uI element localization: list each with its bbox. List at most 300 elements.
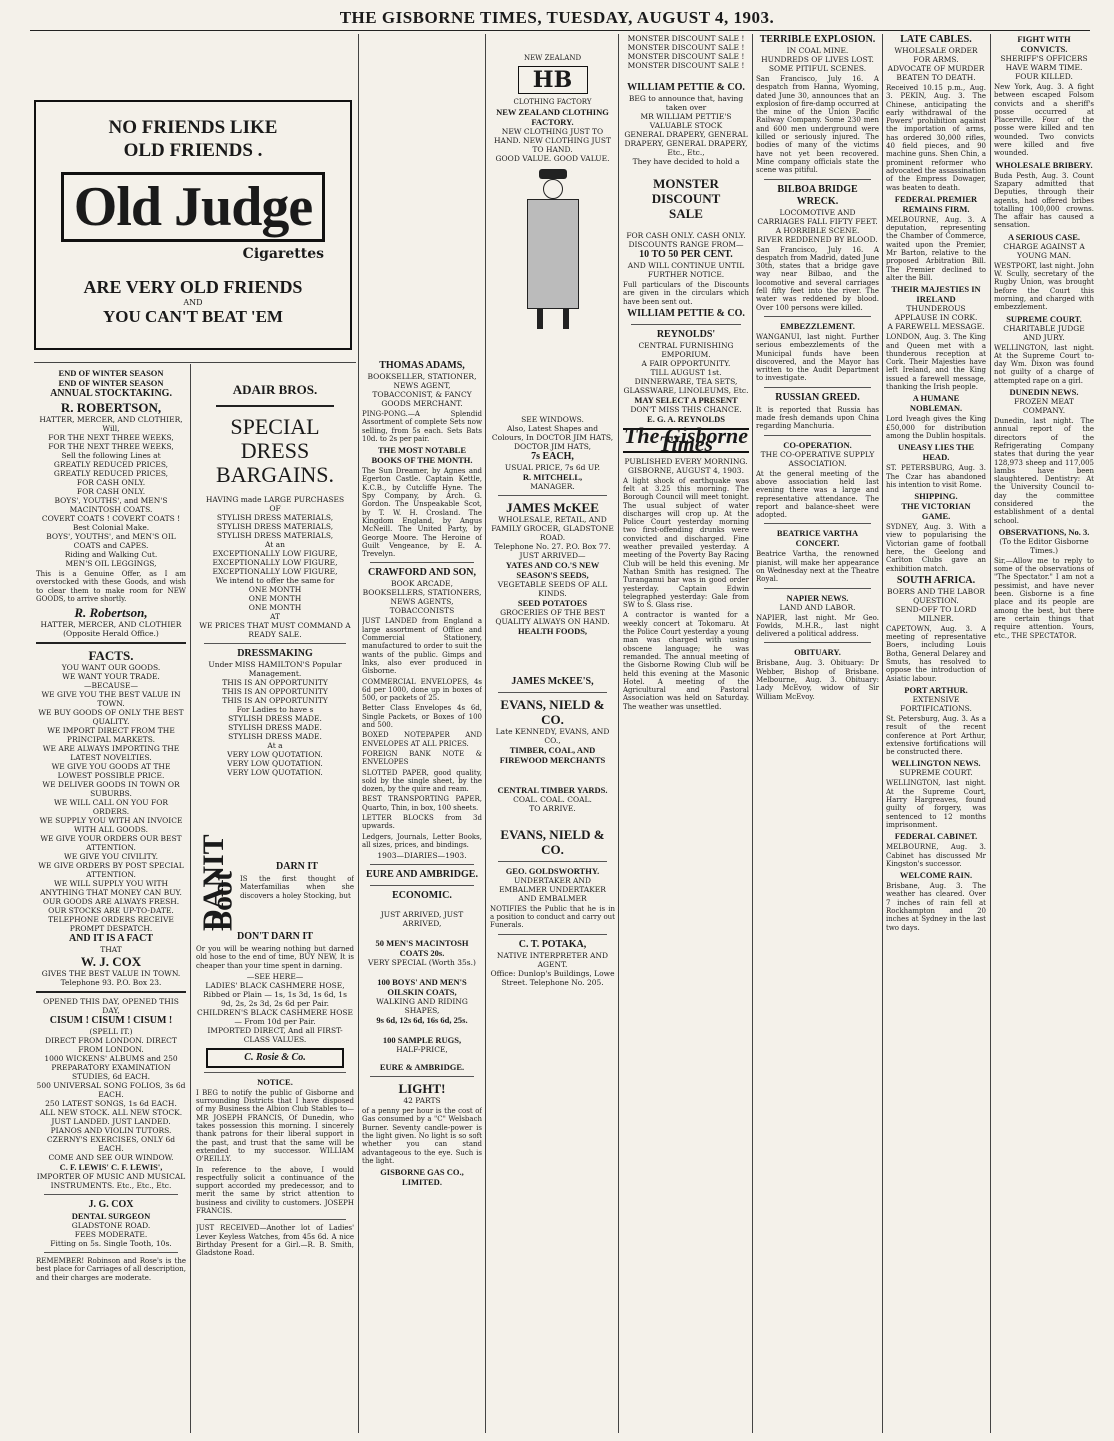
trade2: HATTER, MERCER, AND CLOTHIER <box>40 620 182 630</box>
loco: LOCOMOTIVE AND CARRIAGES FALL FIFTY FEET. <box>757 207 878 226</box>
russian: RUSSIAN GREED. <box>775 391 860 403</box>
divider <box>498 692 607 693</box>
dental: DENTAL SURGEON <box>71 1211 151 1222</box>
windows: SEE WINDOWS. <box>521 414 584 424</box>
column-rule <box>882 34 883 1433</box>
see-here: —SEE HERE— <box>246 971 304 981</box>
f11: BOYS', YOUTHS', and MEN'S OIL COATS and CAPES. <box>46 532 176 550</box>
f3: Sell the following Lines at <box>61 451 161 460</box>
good: GOOD VALUE. GOOD VALUE. <box>495 153 610 163</box>
e1: EXCEPTIONALLY LOW FIGURE, <box>212 549 338 558</box>
lewis: C. F. LEWIS' C. F. LEWIS', <box>59 1162 163 1173</box>
m2: ONE MONTH <box>248 594 302 603</box>
hb-cf: CLOTHING FACTORY <box>513 98 592 107</box>
native: NATIVE INTERPRETER AND AGENT. <box>496 950 609 969</box>
obs: OBSERVATIONS, No. 3. <box>998 526 1090 537</box>
divider <box>204 1219 346 1220</box>
frozen: FROZEN MEAT COMPANY. <box>1014 397 1074 416</box>
e3: EXCEPTIONALLY LOW FIGURE, <box>212 567 338 576</box>
m1: 50 MEN'S MACINTOSH COATS 20s. <box>375 938 469 959</box>
divider <box>631 324 741 325</box>
divider <box>44 1252 178 1253</box>
divider <box>764 179 871 180</box>
also: Also, Latest Shapes and Colours, In DOCTOR JIM HATS, DOCTOR JIM HATS, <box>491 423 614 451</box>
monster: MONSTER DISCOUNT SALE ! MONSTER DISCOUNT SALE ! MONSTER DISCOUNT SALE ! MONSTER DISCOUNT SALE ! <box>627 34 745 70</box>
will: Will, <box>102 424 120 433</box>
emb-text: WANGANUI, last night. Further serious embezzlements of the Municipal funds have been discovered, and the Mayor has written to the Audit Department to investigate. <box>756 332 879 383</box>
f14: This is a Genuine Offer, as I am overstocked with these Goods, and wish to clear them to make room for NEW GOODS, to arrive shortly. <box>36 570 186 603</box>
v2: VERY LOW QUOTATION. <box>227 759 323 768</box>
under: Under MISS HAMILTON'S Popular Management. <box>208 660 342 678</box>
opened: OPENED THIS DAY, OPENED THIS DAY, <box>43 997 179 1016</box>
fa1: YOU WANT OUR GOODS. <box>61 663 161 673</box>
humane: A HUMANE NOBLEMAN. <box>909 393 963 414</box>
fa2: WE WANT YOUR TRADE. <box>62 672 160 682</box>
pettie2: WILLIAM PETTIE & CO. <box>627 307 745 319</box>
coop-text: At the general meeting of the above association held last evening there was a large and representative attendance. The report and balance-sheet were adopted. <box>756 469 879 520</box>
column-6 <box>756 34 879 1433</box>
column-7 <box>886 34 986 1433</box>
drapery: GENERAL DRAPERY, GENERAL DRAPERY, GENERAL DRAPERY, <box>624 130 748 148</box>
divider <box>498 495 607 496</box>
fact: AND IT IS A FACT <box>68 933 154 945</box>
crawford2: BOOK ARCADE, BOOKSELLERS, STATIONERS, NEWS AGENTS, TOBACCONISTS <box>362 579 482 616</box>
send: SEND-OFF TO LORD MILNER. <box>895 604 977 623</box>
f4: GREATLY REDUCED PRICES, <box>53 460 169 469</box>
cox-name: W. J. COX <box>80 954 142 970</box>
obs-text: Sir,—Allow me to reply to some of the observations of "The Spectator." I am not a pessimist, and have never been. Gisborne is a fine place and its people are among the best, but there are certain things that require attention. Yours, etc., THE SPECTATOR. <box>994 556 1094 640</box>
gas-co: GISBORNE GAS CO., LIMITED. <box>380 1167 464 1188</box>
v1: VERY LOW QUOTATION. <box>227 750 323 759</box>
health: HEALTH FOODS, <box>517 625 588 636</box>
c1-h2: END OF WINTER SEASON <box>58 378 164 388</box>
f12: Riding and Walking Cut. <box>64 550 158 559</box>
bribery-text: Buda Pesth, Aug. 3. Count Szapary admitted that Deputies, through their agents, had offered bribes totalling 100,000 crowns. The affair has caused a sensation. <box>994 171 1094 230</box>
four: FOUR KILLED. <box>1015 72 1073 81</box>
federal2: FEDERAL CABINET. <box>894 831 978 842</box>
fa14: WE GIVE ORDERS BY POST SPECIAL ATTENTION. <box>38 861 184 880</box>
danit-boot-logo: DANIT Boot <box>196 834 238 931</box>
intend: We intend to offer the same for <box>215 576 335 585</box>
body: A light shock of earthquake was felt at 3.25 this morning. The Borough Council will meet tonight. The usual subject of water discharges will crop up. At the Police Court yesterday morning two first-offending drunks were convicted and discharged. Fine weather prevailed yesterday. A meeting of the Poverty Bay Racing Club will be held this evening. Mr Nathan Smith has resigned. The Turanganui bar was in good order yesterday. Captain Edwin telegraphed yesterday: Gale from SW to S. Glass rise. <box>623 476 749 610</box>
late: LATE CABLES. <box>900 34 972 45</box>
column-rule <box>990 34 991 1433</box>
t12: BEST TRANSPORTING PAPER, Quarto, Thin, in box, 100 sheets. <box>362 795 482 812</box>
continue: AND WILL CONTINUE UNTIL FURTHER NOTICE. <box>627 261 745 279</box>
light2: 42 PARTS <box>403 1096 441 1106</box>
c5: PIANOS AND VIOLIN TUTORS. CZERNY'S EXERCISES, ONLY 6d EACH. <box>46 1126 176 1154</box>
extensive: EXTENSIVE FORTIFICATIONS. <box>900 694 972 713</box>
napier: NAPIER NEWS. <box>786 592 849 603</box>
horrible: A HORRIBLE SCENE. <box>775 225 860 235</box>
river: RIVER REDDENED BY BLOOD. <box>757 234 878 244</box>
c1-h3: ANNUAL STOCKTAKING. <box>50 388 172 399</box>
charge: CHARGE AGAINST A YOUNG MAN. <box>1003 241 1085 260</box>
coop: CO-OPERATION. <box>783 439 852 450</box>
central: CENTRAL TIMBER YARDS. <box>497 784 608 795</box>
t9: BOXED NOTEPAPER AND ENVELOPES AT ALL PRICES. <box>362 731 482 748</box>
m1: ONE MONTH <box>248 585 302 594</box>
of: OF <box>269 504 281 513</box>
gisborne-times-flag: The Gisborne Times <box>623 422 749 457</box>
fight-text: New York, Aug. 3. A fight between escaped Folsom convicts and a sheriff's posse occurred at Placerville. Four of the posse were killed and ten wounded. Two convicts were killed and five wounded. <box>994 83 1094 158</box>
c6: COME AND SEE OUR WINDOW. <box>48 1153 174 1163</box>
t15: 1903—DIARIES—1903. <box>377 851 467 861</box>
divider <box>36 991 186 993</box>
l2: CHILDREN'S BLACK CASHMERE HOSE— From 10d per Pair. <box>197 1007 353 1026</box>
sale1: MONSTER DISCOUNT <box>651 176 721 206</box>
m3: ONE MONTH <box>248 603 302 612</box>
robertson-name-2: R. Robertson, <box>74 605 148 621</box>
bribery: WHOLESALE BRIBERY. <box>995 159 1093 170</box>
beatrice-text: Beatrice Vartha, the renowned pianist, will make her appearance on Wednesday next at the Theatre Royal. <box>756 550 879 584</box>
f13: MEN'S OIL LEGGINGS, <box>65 559 157 568</box>
remember: REMEMBER! Robinson and Rose's is the best place for Carriages of all description, and their charges are moderate. <box>36 1257 186 1282</box>
divider <box>36 642 186 644</box>
majesties: THEIR MAJESTIES IN IRELAND <box>891 284 981 305</box>
old-judge-logo: Old Judge <box>61 172 325 242</box>
fa17: OUR STOCKS ARE UP-TO-DATE. <box>48 906 174 916</box>
etc: Etc., Etc., <box>667 148 705 157</box>
humane-text: Lord Iveagh gives the King £50,000 for distribution among the Dublin hospitals. <box>886 415 986 440</box>
furnishing: CENTRAL FURNISHING EMPORIUM. <box>638 340 734 359</box>
wellington: WELLINGTON NEWS. <box>891 758 981 769</box>
advocate: ADVOCATE OF MURDER BEATEN TO DEATH. <box>887 64 985 82</box>
darn-heading: DARN IT <box>276 861 318 872</box>
pitiful: SOME PITIFUL SCENES. <box>768 64 867 73</box>
fa10: WE WILL CALL ON YOU FOR ORDERS. <box>54 798 168 817</box>
eure-heading: EURE AND AMBRIDGE. <box>366 869 478 881</box>
man-in-coat-illustration <box>513 169 593 329</box>
o3: THIS IS AN OPPORTUNITY <box>222 696 328 705</box>
mckee2: WHOLESALE, RETAIL, AND FAMILY GROCER, GLADSTONE ROAD. <box>491 514 614 542</box>
s3: STYLISH DRESS MATERIALS, <box>216 531 334 540</box>
undertaker: UNDERTAKER AND EMBALMER UNDERTAKER AND EMBALMER <box>499 875 606 903</box>
farewell: A FAREWELL MESSAGE. <box>887 322 985 332</box>
dressmaking: DRESSMAKING <box>237 648 313 659</box>
fa16: OUR GOODS ARE ALWAYS FRESH. <box>42 897 180 907</box>
fa13: WE GIVE YOU CIVILITY. <box>64 852 158 862</box>
stock: MR WILLIAM PETTIE'S VALUABLE STOCK <box>640 112 732 130</box>
c1-h1: END OF WINTER SEASON <box>58 368 164 378</box>
f8: BOYS', YOUTHS', and MEN'S MACINTOSH COATS. <box>54 496 168 514</box>
port-text: St. Petersburg, Aug. 3. As a result of the recent conference at Port Arthur, extensive fortifications will be constructed there. <box>886 714 986 757</box>
reynolds: REYNOLDS' <box>656 328 716 340</box>
in-coal: IN COAL MINE. <box>786 46 849 55</box>
obit-text: Brisbane, Aug. 3. Obituary: Dr Webber, Bishop of Brisbane. Melbourne, Aug. 3. Obituary: Lady McEvoy, widow of Sir William McEvoy. <box>756 659 879 701</box>
eag: E. G. A. REYNOLDS <box>647 413 725 424</box>
supreme8: SUPREME COURT. <box>1006 313 1082 324</box>
late-text: Received 10.15 p.m., Aug. 3. PEKIN, Aug. 3. The Chinese, anticipating the early withdrawal of the Powers' prohibition against the importation of arms, has ordered 30,000 rifles, 40 field pieces, and 90 machine guns. Shen Chin, a prominent reformer who advocated the assassination of the Empress Dowager, was beaten to death. <box>886 84 986 192</box>
decided: They have decided to hold a <box>632 157 740 166</box>
dont-darn: DON'T DARN IT <box>237 931 313 942</box>
ata: At a <box>267 741 283 750</box>
column-rule <box>358 34 359 1433</box>
federal: FEDERAL PREMIER REMAINS FIRM. <box>894 193 978 214</box>
explosion: TERRIBLE EXPLOSION. <box>759 34 876 45</box>
notice-heading: NOTICE. <box>257 1076 293 1087</box>
cox2: GIVES THE BEST VALUE IN TOWN. <box>41 969 181 979</box>
discounts: DISCOUNTS RANGE FROM— <box>628 240 744 249</box>
c4: ALL NEW STOCK. ALL NEW STOCK. JUST LANDED. JUST LANDED. <box>39 1108 183 1127</box>
dun-text: Dunedin, last night. The annual report of the directors of the Refrigerating Company states that during the year 128,973 sheep and 117,005 lambs have been slaughtered. Dentistry: At the University Council to-day the committee considered the establishment of a dental school. <box>994 417 1094 525</box>
at2: AT <box>269 612 280 621</box>
fa8: WE GIVE YOU GOODS AT THE LOWEST POSSIBLE PRICE. <box>51 762 171 781</box>
divider <box>764 642 871 643</box>
well-text: WELLINGTON, last night. At the Supreme Court, Harry Hargreaves, found guilty of forgery, was sentenced to 12 months imprisonment. <box>886 779 986 829</box>
column-rule <box>485 34 486 1433</box>
ware: DINNERWARE, TEA SETS, GLASSWARE, LINOLEUMS, Etc. <box>623 376 749 395</box>
st2: STYLISH DRESS MADE. <box>228 723 322 732</box>
f2: FOR THE NEXT THREE WEEKS, <box>48 442 174 451</box>
lewis2: IMPORTER OF MUSIC AND MUSICAL INSTRUMENTS. Etc., Etc., Etc. <box>36 1172 186 1191</box>
napier-text: NAPIER, last night. Mr Geo. Fowlds, M.H.R., last night delivered a political address. <box>756 613 879 639</box>
dunedin: DUNEDIN NEWS. <box>1009 387 1079 398</box>
c3: 250 LATEST SONGS, 1s 6d EACH. <box>45 1099 177 1109</box>
at: At an <box>265 540 285 549</box>
s2: STYLISH DRESS MATERIALS, <box>216 522 334 531</box>
robertson-name: R. ROBERTSON, <box>60 400 162 415</box>
fa9: WE DELIVER GOODS IN TOWN OR SUBURBS. <box>42 780 180 799</box>
bilbao: BILBOA BRIDGE WRECK. <box>777 183 858 207</box>
m6: 100 SAMPLE RUGS, <box>382 1035 462 1046</box>
date: GISBORNE, AUGUST 4, 1903. <box>628 465 744 475</box>
t13: LETTER BLOCKS from 3d upwards. <box>362 813 482 831</box>
rosie-logo: C. Rosie & Co. <box>244 1051 306 1063</box>
old-judge-ad <box>34 100 352 350</box>
eure2: EURE & AMBRIDGE. <box>379 1062 465 1073</box>
goldsworthy: GEO. GOLDSWORTHY. <box>505 865 600 876</box>
masthead: THE GISBORNE TIMES, TUESDAY, AUGUST 4, 1903. <box>339 8 775 27</box>
sheriff: SHERIFF'S OFFICERS HAVE WARM TIME. <box>1000 54 1088 72</box>
darn-text: IS the first thought of Materfamilias when she discovers a holey Stocking, but <box>240 875 354 900</box>
seed: SEED POTATOES <box>517 597 588 608</box>
divider <box>764 523 871 524</box>
evans: EVANS, NIELD & CO. <box>500 696 605 727</box>
column-5 <box>623 34 749 1433</box>
fa11: WE SUPPLY YOU WITH AN INVOICE WITH ALL GOODS. <box>39 816 183 835</box>
fa4: WE GIVE YOU THE BEST VALUE IN TOWN. <box>41 690 181 709</box>
serious: A SERIOUS CASE. <box>1007 231 1081 242</box>
nzcf: NEW ZEALAND CLOTHING FACTORY. <box>496 106 609 127</box>
fair: A FAIR OPPORTUNITY. <box>641 358 731 368</box>
divider <box>204 643 346 644</box>
column-2 <box>196 368 354 1433</box>
shipping: SHIPPING. <box>914 491 958 502</box>
m3: 100 BOYS' AND MEN'S OILSKIN COATS, <box>377 977 467 998</box>
imported: IMPORTED DIRECT, And all FIRST-CLASS VALUES. <box>207 1025 343 1044</box>
fees: FEES MODERATE. <box>74 1230 148 1240</box>
s1: STYLISH DRESS MATERIALS, <box>216 513 334 522</box>
mitchell: R. MITCHELL, <box>522 471 583 482</box>
that: THAT <box>100 945 122 955</box>
new: NEW CLOTHING JUST TO HAND. NEW CLOTHING JUST TO HAND. <box>494 126 611 154</box>
f10: Best Colonial Make. <box>72 523 150 532</box>
special2: DRESS <box>240 438 310 463</box>
divider <box>370 885 474 886</box>
f7: FOR CASH ONLY. <box>76 487 146 496</box>
published: PUBLISHED EVERY MORNING. <box>624 456 748 466</box>
column-rule <box>190 364 191 1433</box>
cox-tel: Telephone 93. P.O. Box 23. <box>60 978 162 988</box>
evans3: EVANS, NIELD & CO. <box>500 826 605 857</box>
ad-line5: YOU CAN'T BEAT 'EM <box>103 307 283 326</box>
obituary: OBITUARY. <box>794 647 841 658</box>
supreme: SUPREME COURT. <box>899 768 973 778</box>
usual: USUAL PRICE, 7s 6d UP. <box>504 462 601 472</box>
t4: The Sun Dreamer, by Agnes and Egerton Castle. Captain Kettle, K.C.B., by Cutcliffe Hyne. The Spy Company, by Arch. G. Gordon. The Unspeakable Scot, by T. W. H. Crosland. The Kingdom England, by Angus McNeill. The United Party, by George Moore. The Heroine of Guilt Vengeance, by E. A. Trevelyn. <box>362 467 482 559</box>
divider <box>764 316 871 317</box>
just-received: JUST RECEIVED—Another lot of Ladies' Lever Keyless Watches, from 45s 6d. A nice Birthday Present for a Girl.—R. B. Smith, Gladstone Road. <box>196 1224 354 1258</box>
bilbao-text: San Francisco, July 16. A despatch from Madrid, dated June 30th, states that a bridge gave way near Bilbao, and the locomotive and several carriages fell fifty feet into the river. The water was reddened by blood. Over 100 persons were killed. <box>756 245 879 312</box>
t7: COMMERCIAL ENVELOPES, 4s 6d per 1000, done up in boxes of 500, or packets of 25. <box>362 677 482 703</box>
fa18: TELEPHONE ORDERS RECEIVE PROMPT DESPATCH. <box>48 915 174 934</box>
fa5: WE BUY GOODS OF ONLY THE BEST QUALITY. <box>38 708 184 727</box>
m7: HALF-PRICE, <box>396 1045 448 1055</box>
robertson-trade: HATTER, MERCER, AND CLOTHIER, <box>39 415 183 424</box>
divider <box>370 1076 474 1077</box>
special1: SPECIAL <box>230 414 320 439</box>
pettie: WILLIAM PETTIE & CO. <box>627 82 745 93</box>
obs2: (To the Editor Gisborne Times.) <box>999 536 1089 555</box>
m2: VERY SPECIAL (Worth 35s.) <box>368 958 476 968</box>
office: Office: Dunlop's Buildings, Lowe Street. Telephone No. 205. <box>490 968 615 987</box>
jcox: J. G. COX <box>88 1199 134 1211</box>
serious-text: WESTPORT, last night. John W. Scully, secretary of the Rugby Union, was brought before the Court this morning, and charged with embezzlement. <box>994 261 1094 312</box>
ad-and: AND <box>183 298 203 307</box>
welcome-text: Brisbane, Aug. 3. The weather has cleared. Over 7 inches of rain fell at Rockhampton and 20 inches at Sydney in the last two days. <box>886 882 986 932</box>
t14: Ledgers, Journals, Letter Books, all sizes, prices, and bindings. <box>362 832 482 849</box>
prices: WE PRICES THAT MUST COMMAND A READY SALE. <box>199 621 351 639</box>
range: 10 TO 50 PER CENT. <box>639 249 733 260</box>
divider <box>498 934 607 935</box>
tel: Telephone No. 27. P.O. Box 77. <box>494 541 611 551</box>
fed2-text: MELBOURNE, Aug. 3. Cabinet has discussed Mr Kingston's successor. <box>886 843 986 868</box>
t8: Better Class Envelopes 4s 6d, Single Packets, or Boxes of 100 and 500. <box>362 704 482 730</box>
column-8 <box>994 34 1094 1433</box>
arrive: TO ARRIVE. <box>529 803 576 813</box>
facts-heading: FACTS. <box>88 648 134 664</box>
m4: WALKING AND RIDING SHAPES, <box>376 997 468 1016</box>
light-text: of a penny per hour is the cost of Gas consumed by a "C" Welsbach Burner. Seventy candle-power is the light given. No light is so soft whether you can stand advantageous to the eye. Such is the light. <box>362 1107 482 1165</box>
victorian: THE VICTORIAN GAME. <box>901 501 971 522</box>
fa15: WE WILL SUPPLY YOU WITH ANYTHING THAT MONEY CAN BUY. <box>40 879 182 898</box>
beatrice: BEATRICE VARTHA CONCERT. <box>776 528 859 549</box>
t11: SLOTTED PAPER, good quality, sold by the single sheet, by the dozen, by the quire and ream. <box>362 768 482 794</box>
thunder: THUNDEROUS APPLAUSE IN CORK. <box>894 304 978 323</box>
veg: VEGETABLE SEEDS OF ALL KINDS. <box>497 579 608 598</box>
yates: YATES AND CO.'S NEW SEASON'S SEEDS, <box>505 559 600 580</box>
dont-text: Or you will be wearing nothing but darned old hose to the end of time, BUY NEW, It is cheaper than your time spent in darning. <box>196 945 354 970</box>
dont: DON'T MISS THIS CHANCE. <box>630 404 742 414</box>
coal: COAL. COAL. COAL. <box>513 794 592 804</box>
t6: JUST LANDED from England a large assortment of Office and Commercial Stationery, manufactured to order to suit the wants of the public. Gimps and Inks, also ever produced in Gisborne. <box>362 617 482 676</box>
body2: A contractor is wanted for a weekly concert at Tokomaru. At the Police Court yesterday a young man was charged with using obscene language; he was remanded. The annual meeting of the Gisborne Rowing Club will be held this evening at the Masonic Hotel. A meeting of the Agricultural and Pastoral Association was held on Saturday. The weather was unsettled. <box>623 611 749 711</box>
spell: (SPELL IT.) <box>89 1027 133 1037</box>
sale2: SALE <box>669 206 703 221</box>
hb-nz: NEW ZEALAND <box>523 54 582 62</box>
divider <box>370 864 474 865</box>
mckee3: JAMES McKEE'S, <box>511 675 594 687</box>
light: LIGHT! <box>398 1081 446 1097</box>
ad-line3: ARE VERY OLD FRIENDS <box>83 277 303 297</box>
ctp: C. T. POTAKA, <box>518 938 587 950</box>
notice-text: I BEG to notify the public of Gisborne and surrounding Districts that I have disposed of my Business the Albion Club Stables to— MR JOSEPH FRANCIS, Of Dunedin, who takes possession this morning. I sincerely thank patrons for their liberal support in the past, and trust that the same will be extended to my successor. WILLIAM O'REILLY. <box>196 1088 354 1164</box>
present: MAY SELECT A PRESENT <box>634 394 738 405</box>
having: HAVING made LARGE PURCHASES <box>205 495 345 504</box>
economic: ECONOMIC. <box>392 890 452 902</box>
cisum: CISUM ! CISUM ! CISUM ! <box>49 1015 173 1027</box>
o2: THIS IS AN OPPORTUNITY <box>222 687 328 696</box>
coop2: THE CO-OPERATIVE SUPPLY ASSOCIATION. <box>760 449 875 468</box>
column-1 <box>36 368 186 1433</box>
mckee: JAMES McKEE <box>506 499 599 515</box>
welcome: WELCOME RAIN. <box>899 870 973 881</box>
evans2: Late KENNEDY, EVANS, AND CO., <box>495 726 610 745</box>
adair-heading: ADAIR BROS. <box>232 382 318 397</box>
embezzle: EMBEZZLEMENT. <box>780 320 855 331</box>
column-rule <box>752 34 753 1433</box>
column-3 <box>362 360 482 1433</box>
arrived: JUST ARRIVED, JUST ARRIVED, <box>380 910 464 929</box>
funerals: NOTIFIES the Public that he is in a position to conduct and carry out Funerals. <box>490 904 615 930</box>
hb-logo: HB <box>518 66 588 94</box>
t3: THE MOST NOTABLE BOOKS OF THE MONTH. <box>371 445 473 466</box>
fa6: WE IMPORT DIRECT FROM THE PRINCIPAL MARKETS. <box>47 726 175 745</box>
fa12: WE GIVE YOUR ORDERS OUR BEST ATTENTION. <box>40 834 182 853</box>
column-4 <box>490 34 615 1433</box>
fa7: WE ARE ALWAYS IMPORTING THE LATEST NOVELTIES. <box>42 744 180 763</box>
ad-line1: NO FRIENDS LIKE <box>108 117 278 138</box>
arrived: JUST ARRIVED— <box>519 550 586 560</box>
f5: GREATLY REDUCED PRICES, <box>53 469 169 478</box>
column-rule <box>618 34 619 1433</box>
l1: LADIES' BLACK CASHMERE HOSE, Ribbed or Plain — 1s, 1s 3d, 1s 6d, 1s 9d, 2s, 2s 3d, 2s 6d per Pair. <box>203 980 347 1008</box>
t10: FOREIGN BANK NOTE & ENVELOPES <box>362 749 482 767</box>
divider <box>764 387 871 388</box>
fight: FIGHT WITH CONVICTS. <box>1017 34 1071 54</box>
ad-divider <box>34 362 356 363</box>
direct: DIRECT FROM LONDON. DIRECT FROM LONDON. <box>45 1036 177 1055</box>
st1: STYLISH DRESS MADE. <box>228 714 322 723</box>
ref-text: In reference to the above, I would respectfully solicit a continuance of the support accorded my predecessor, and to merit the same by strict attention to business and civility to customers. JOSEPH FRANCIS. <box>196 1165 354 1216</box>
land: LAND AND LABOR. <box>779 602 856 612</box>
cash: FOR CASH ONLY. CASH ONLY. <box>626 231 746 240</box>
t1: BOOKSELLER, STATIONER, NEWS AGENT, TOBACCONIST, & FANCY GOODS MERCHANT. <box>367 372 477 408</box>
divider <box>370 562 474 563</box>
st3: STYLISH DRESS MADE. <box>228 732 322 741</box>
sa-text: CAPETOWN, Aug. 3. A meeting of representative Boers, including Louis Botha, General Delarey and Smuts, has resolved to oppose the introduction of Asiatic labour. <box>886 624 986 683</box>
vic-text: SYDNEY, Aug. 3. With a view to popularising the Victorian game of football here, the Geelong and Carlton Clubs gave an exhibition match. <box>886 523 986 573</box>
uneasy: UNEASY LIES THE HEAD. <box>897 442 975 463</box>
crawford: CRAWFORD AND SON, <box>367 567 477 579</box>
divider <box>44 1194 178 1195</box>
e2: EXCEPTIONALLY LOW FIGURE, <box>212 558 338 567</box>
divider <box>216 405 334 407</box>
ad-line2: OLD FRIENDS . <box>123 140 263 161</box>
v3: VERY LOW QUOTATION. <box>227 768 323 777</box>
port: PORT ARTHUR. <box>904 684 968 695</box>
manager: MANAGER. <box>530 481 575 491</box>
f1: FOR THE NEXT THREE WEEKS, <box>48 433 174 442</box>
f9: COVERT COATS ! COVERT COATS ! <box>41 514 181 523</box>
m5: 9s 6d, 12s 6d, 16s 6d, 25s. <box>376 1015 468 1026</box>
gladstone: GLADSTONE ROAD. <box>71 1221 151 1231</box>
fa3: —BECAUSE— <box>83 681 139 691</box>
sa: SOUTH AFRICA. <box>896 574 976 586</box>
boers: BOERS AND THE LABOR QUESTION. <box>886 586 986 605</box>
sup-text: WELLINGTON, last night. At the Supreme Court to-day Wm. Dixon was found not guilty of a charge of attempted rape on a girl. <box>994 343 1094 385</box>
